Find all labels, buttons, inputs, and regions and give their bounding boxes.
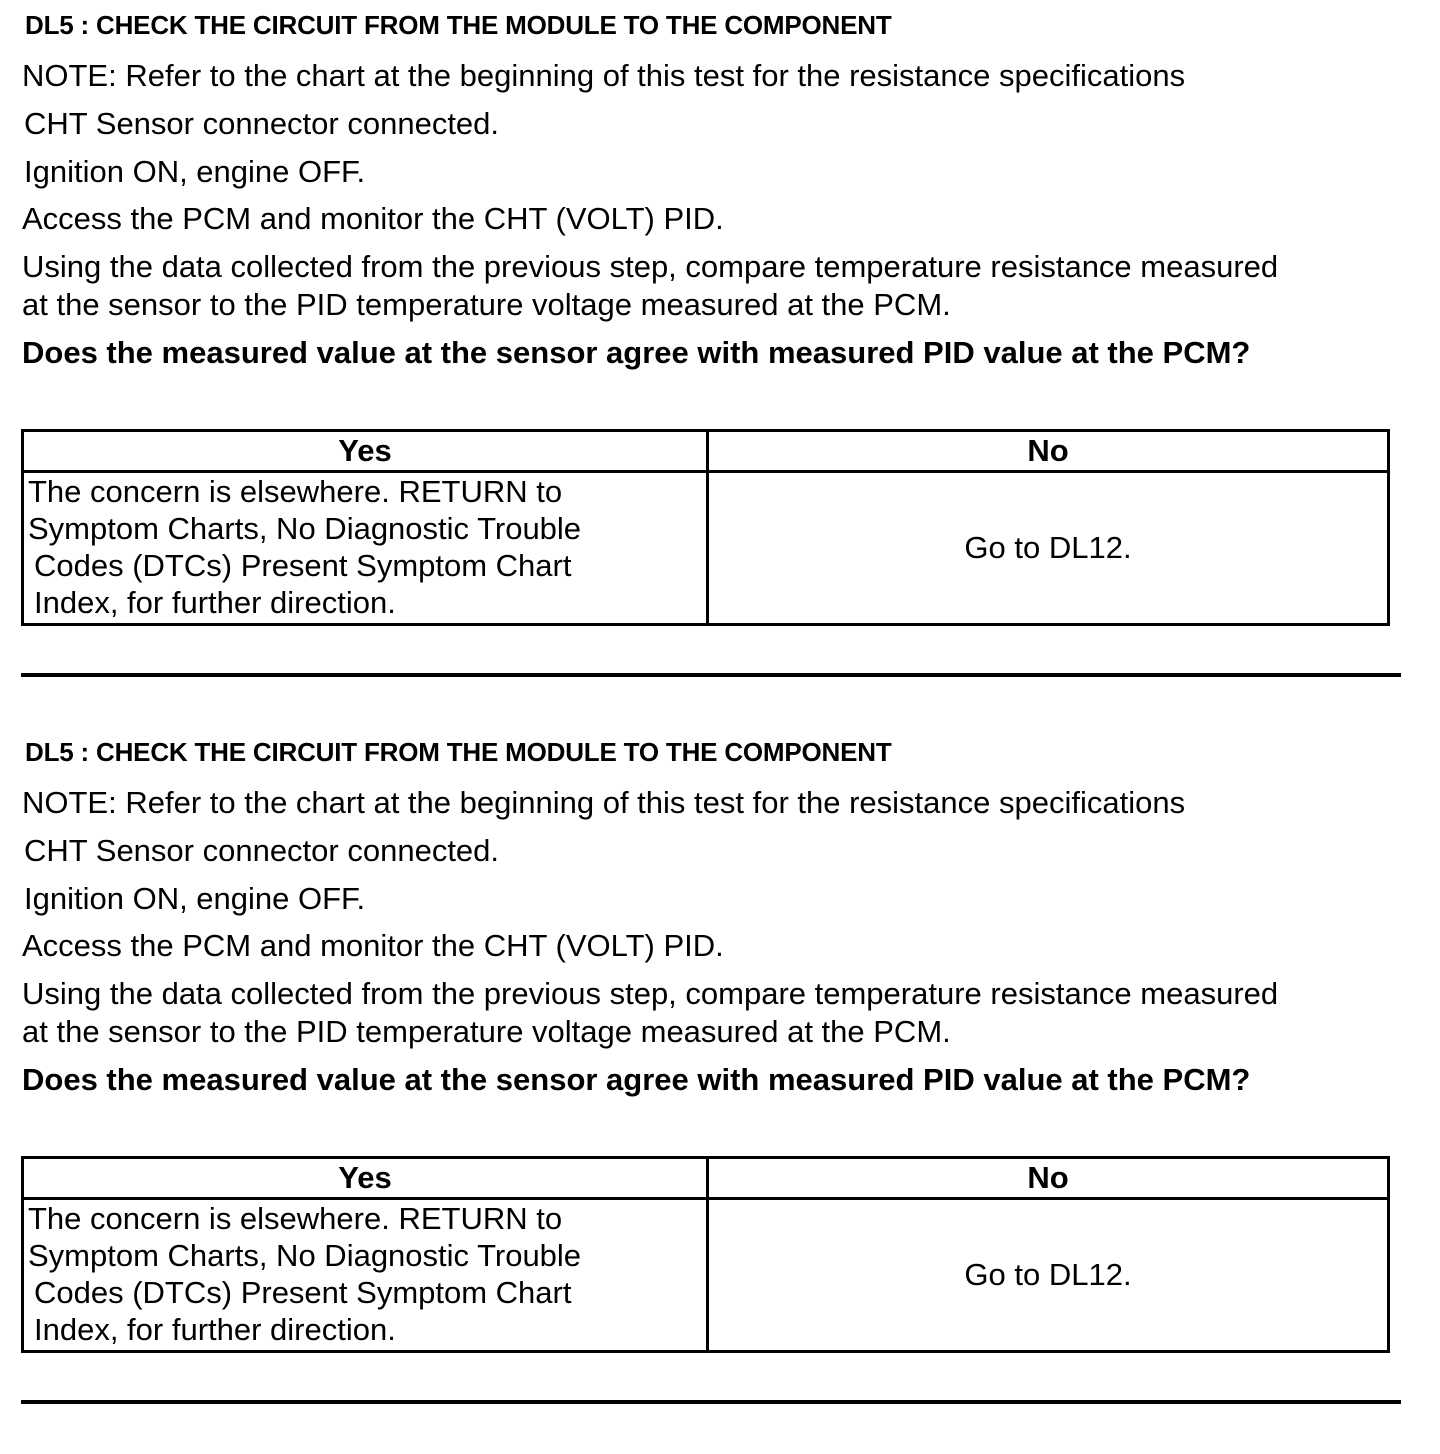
ignition-instruction: Ignition ON, engine OFF. xyxy=(24,154,366,189)
yes-header: Yes xyxy=(23,431,708,472)
ignition-instruction: Ignition ON, engine OFF. xyxy=(24,881,366,916)
access-instruction: Access the PCM and monitor the CHT (VOLT) PID. xyxy=(22,928,724,963)
step-question: Does the measured value at the sensor agree with measured PID value at the PCM? xyxy=(22,335,1251,370)
compare-instruction-line-2: at the sensor to the PID temperature voltage measured at the PCM. xyxy=(22,1014,951,1049)
yes-text-line: The concern is elsewhere. RETURN to xyxy=(28,1201,563,1236)
yes-text-line: Codes (DTCs) Present Symptom Chart xyxy=(34,548,572,583)
table-header-row xyxy=(23,1158,1389,1199)
yes-cell xyxy=(23,1199,708,1352)
step-heading: DL5 : CHECK THE CIRCUIT FROM THE MODULE TO THE COMPONENT xyxy=(25,10,892,40)
yes-text-line: Symptom Charts, No Diagnostic Trouble xyxy=(28,1238,582,1273)
note-text: NOTE: Refer to the chart at the beginning of this test for the resistance specifications xyxy=(22,58,1186,93)
step-question: Does the measured value at the sensor agree with measured PID value at the PCM? xyxy=(22,1062,1251,1097)
connector-instruction: CHT Sensor connector connected. xyxy=(24,106,500,141)
no-cell: Go to DL12. xyxy=(708,472,1389,625)
section-divider xyxy=(21,1400,1401,1404)
step-heading: DL5 : CHECK THE CIRCUIT FROM THE MODULE TO THE COMPONENT xyxy=(25,737,892,767)
yes-text-line: The concern is elsewhere. RETURN to xyxy=(28,474,563,509)
table-row xyxy=(23,472,1389,625)
compare-instruction-line-1: Using the data collected from the previous step, compare temperature resistance measured xyxy=(22,249,1279,284)
access-instruction: Access the PCM and monitor the CHT (VOLT) PID. xyxy=(22,201,724,236)
compare-instruction-line-2: at the sensor to the PID temperature voltage measured at the PCM. xyxy=(22,287,951,322)
no-header: No xyxy=(708,431,1389,472)
yes-no-table xyxy=(21,1156,1390,1353)
yes-header: Yes xyxy=(23,1158,708,1199)
yes-text-line: Index, for further direction. xyxy=(34,1312,396,1347)
compare-instruction-line-1: Using the data collected from the previous step, compare temperature resistance measured xyxy=(22,976,1279,1011)
test-step-section xyxy=(0,727,1440,1454)
yes-text-line: Codes (DTCs) Present Symptom Chart xyxy=(34,1275,572,1310)
connector-instruction: CHT Sensor connector connected. xyxy=(24,833,500,868)
yes-cell xyxy=(23,472,708,625)
note-text: NOTE: Refer to the chart at the beginning of this test for the resistance specifications xyxy=(22,785,1186,820)
section-divider xyxy=(21,673,1401,677)
no-cell: Go to DL12. xyxy=(708,1199,1389,1352)
table-header-row xyxy=(23,431,1389,472)
yes-text-line: Index, for further direction. xyxy=(34,585,396,620)
no-header: No xyxy=(708,1158,1389,1199)
table-row xyxy=(23,1199,1389,1352)
yes-no-table xyxy=(21,429,1390,626)
yes-text-line: Symptom Charts, No Diagnostic Trouble xyxy=(28,511,582,546)
